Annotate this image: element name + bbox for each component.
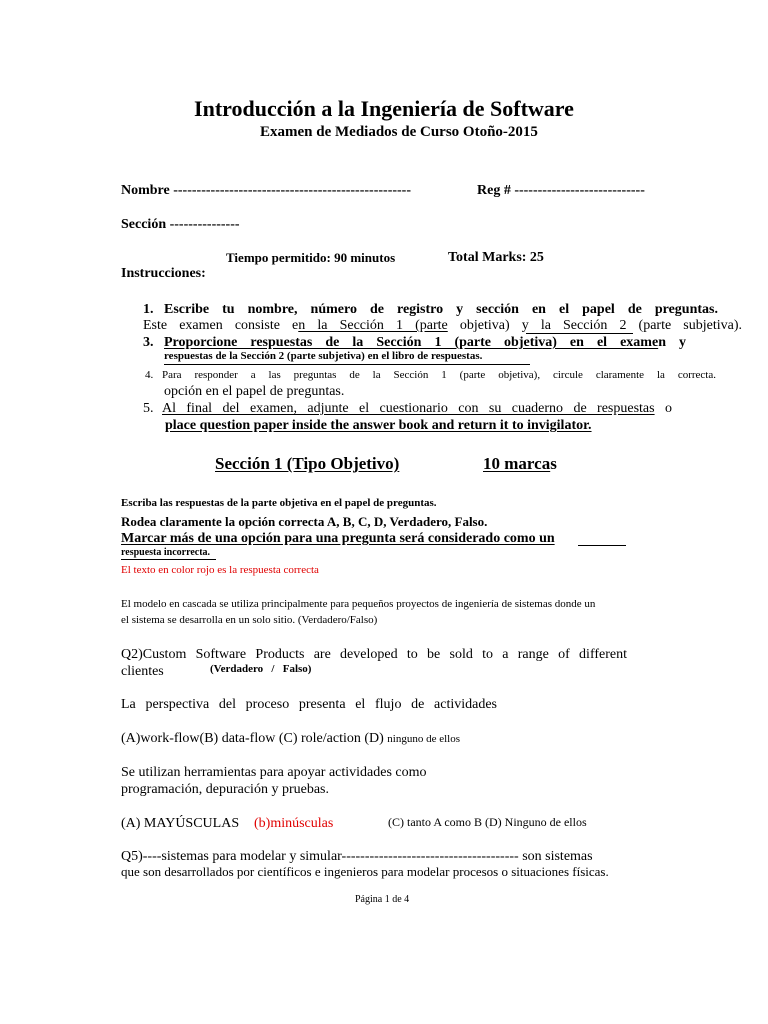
instruction-4-number: 4. (145, 369, 154, 381)
instruction-1: Escribe tu nombre, número de registro y sección en el papel de preguntas. (164, 302, 718, 317)
question-3-options-a: (A)work-flow(B) data-flow (C) role/action (D) (121, 731, 384, 746)
question-4-line-1: Se utilizan herramientas para apoyar actividades como (121, 765, 427, 780)
section-1-note-1: Escriba las respuestas de la parte objetiva en el papel de preguntas. (121, 497, 437, 509)
instruction-3-number: 3. (143, 335, 154, 350)
total-marks: Total Marks: 25 (448, 250, 544, 265)
section-1-note-2: Rodea claramente la opción correcta A, B, C, D, Verdadero, Falso. (121, 514, 488, 529)
instruction-5-number: 5. (143, 401, 154, 416)
instruction-1-cont-b: n la Sección 1 (parte (298, 318, 448, 333)
instruction-3-continuation: respuestas de la Sección 2 (parte subjetiva) en el libro de respuestas. (164, 350, 483, 362)
section-1-marks-b: s (550, 454, 557, 473)
instruction-5 (162, 401, 672, 417)
underline-instruction-3 (164, 364, 530, 365)
instruction-1-continuation (143, 318, 742, 334)
time-allowed: Tiempo permitido: 90 minutos (226, 250, 396, 265)
question-4-option-a: (A) MAYÚSCULAS (121, 816, 240, 831)
instruction-1-cont-a: Este examen consiste e (143, 318, 299, 333)
question-2-line-2: clientes (121, 664, 164, 679)
reg-field: Reg # ---------------------------- (477, 183, 645, 198)
instruction-3 (164, 335, 686, 351)
underline-note-4 (121, 559, 216, 560)
question-4-option-cd: (C) tanto A como B (D) Ninguno de ellos (388, 815, 587, 829)
instruction-3-a: Proporcione respuestas de la Sección 1 (parte objetiva) en el exame (164, 335, 659, 350)
instruction-1-number: 1. (143, 302, 154, 317)
question-2-line-1: Q2)Custom Software Products are developed to be sold to a range of different (121, 647, 627, 662)
section-1-note-4: respuesta incorrecta. (121, 547, 211, 558)
section-1-marks-a: 10 marca (483, 454, 551, 473)
red-answer-note: El texto en color rojo es la respuesta correcta (121, 564, 319, 576)
question-3-line-1: La perspectiva del proceso presenta el flujo de actividades (121, 697, 497, 712)
question-4-line-2: programación, depuración y pruebas. (121, 782, 329, 797)
page-number: Página 1 de 4 (355, 894, 410, 905)
seccion-field: Sección --------------- (121, 217, 240, 232)
instruction-3-b: n y (658, 335, 686, 350)
question-5-line-1: Q5)----sistemas para modelar y simular-------------------------------------- son sistemas (121, 849, 593, 864)
instructions-heading: Instrucciones: (121, 266, 206, 281)
instruction-4: Para responder a las preguntas de la Sección 1 (parte objetiva), circule claramente la correcta. (162, 369, 716, 381)
instruction-5-continuation: place question paper inside the answer book and return it to invigilator. (165, 418, 592, 433)
question-3-options-b: ninguno de ellos (387, 733, 461, 745)
instruction-5-a: Al final del examen, adjunte el cuestionario con su cuaderno de respuestas (162, 401, 655, 416)
section-1-marks (483, 454, 557, 474)
question-5-line-2: que son desarrollados por científicos e ingenieros para modelar procesos o situaciones físicas. (121, 864, 609, 879)
note-3-underline-extension (578, 545, 626, 546)
page-title: Introducción a la Ingeniería de Software (194, 96, 574, 121)
question-2-options: (Verdadero / Falso) (210, 663, 312, 675)
instruction-4-continuation: opción en el papel de preguntas. (164, 384, 345, 399)
question-1-line-2: el sistema se desarrolla en un solo sitio. (Verdadero/Falso) (121, 614, 378, 626)
instruction-5-b: o (665, 401, 672, 416)
question-1-line-1: El modelo en cascada se utiliza principalmente para pequeños proyectos de ingeniería de sistemas donde un (121, 598, 596, 610)
instruction-1-cont-c: objetiva) y la Sección 2 (447, 318, 639, 333)
nombre-field: Nombre --------------------------------------------------- (121, 183, 412, 198)
underline-section-2 (526, 333, 633, 334)
page-subtitle: Examen de Mediados de Curso Otoño-2015 (260, 124, 538, 140)
section-1-title: Sección 1 (Tipo Objetivo) (215, 454, 400, 473)
section-1-note-3: Marcar más de una opción para una pregunta será considerado como un (121, 531, 555, 546)
question-4-option-b: (b)minúsculas (254, 816, 334, 831)
instruction-1-cont-d: (parte subjetiva). (638, 318, 742, 333)
question-3-options (121, 731, 460, 747)
